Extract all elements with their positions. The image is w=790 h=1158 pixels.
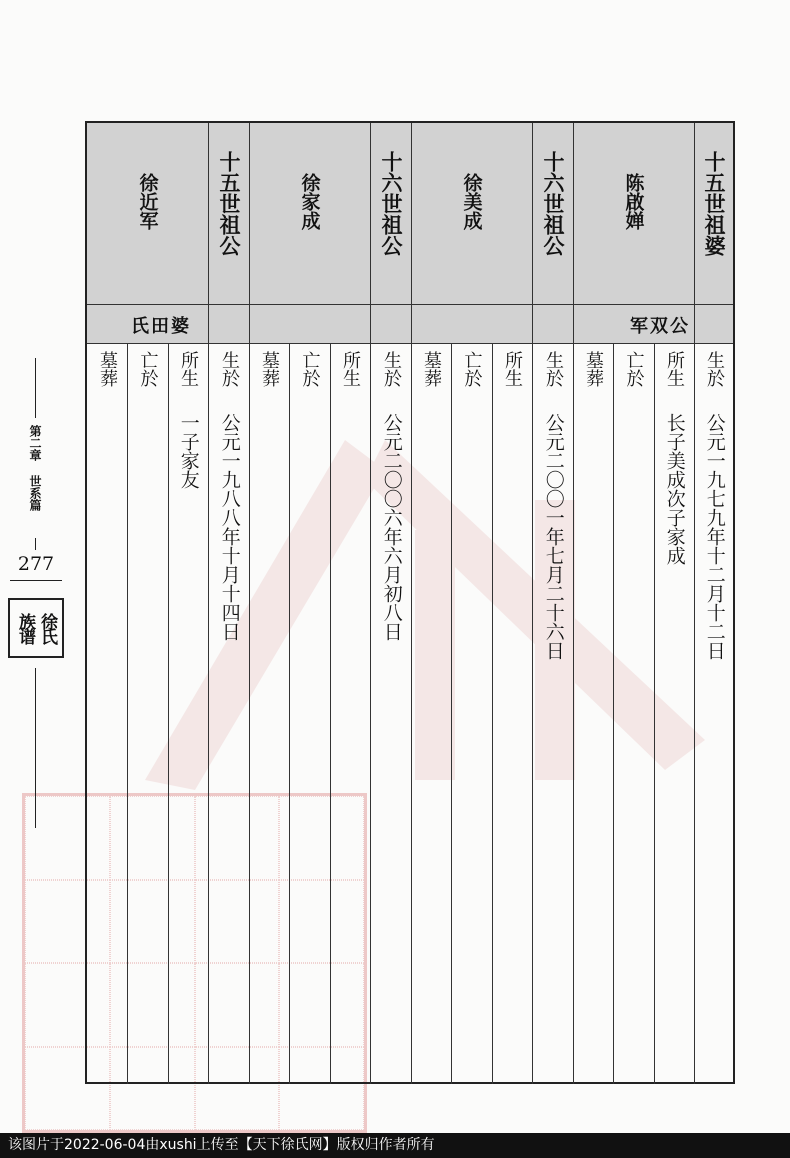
birth-date: 公元二〇〇一年七月二十六日 xyxy=(542,413,565,660)
row-label-born: 生於 xyxy=(543,351,564,387)
person-name: 陈啟婵 xyxy=(622,173,645,230)
person-name: 徐美成 xyxy=(460,173,483,230)
row-label-died: 亡於 xyxy=(137,351,159,387)
generation-label: 十六世祖公 xyxy=(541,151,565,256)
genealogy-table xyxy=(85,121,735,1084)
margin-rule xyxy=(35,668,36,828)
issue-value: 长子美成次子家成 xyxy=(663,413,686,565)
spouse-name: 军双公 xyxy=(630,316,690,337)
logo-text-2: 族谱 xyxy=(15,613,35,643)
person-name: 徐家成 xyxy=(298,173,321,230)
chapter-title: 第二章 世系篇 xyxy=(28,425,42,511)
upload-credit-footer: 该图片于2022-06-04由xushi上传至【天下徐氏网】版权归作者所有 xyxy=(0,1133,790,1158)
header-divider xyxy=(87,304,733,305)
birth-date: 公元一九八八年十月十四日 xyxy=(218,413,241,641)
row-label-issue: 所生 xyxy=(178,351,199,387)
header-bottom-line xyxy=(87,343,733,344)
generation-label: 十五世祖婆 xyxy=(702,151,726,256)
issue-value: 一子家友 xyxy=(177,413,200,489)
row-label-died: 亡於 xyxy=(623,351,645,387)
row-label-born: 生於 xyxy=(381,351,402,387)
row-label-buried: 墓葬 xyxy=(583,351,604,387)
logo-text-1: 徐氏 xyxy=(37,613,57,643)
row-label-died: 亡於 xyxy=(461,351,483,387)
generation-label: 十六世祖公 xyxy=(379,151,403,256)
row-label-issue: 所生 xyxy=(664,351,685,387)
genealogy-logo xyxy=(8,598,64,658)
row-label-buried: 墓葬 xyxy=(97,351,118,387)
row-label-born: 生於 xyxy=(219,351,240,387)
page-number-rule xyxy=(10,580,62,581)
generation-label: 十五世祖公 xyxy=(217,151,241,256)
row-label-buried: 墓葬 xyxy=(421,351,442,387)
margin-rule xyxy=(35,358,36,418)
margin-rule xyxy=(35,538,36,550)
page-number: 277 xyxy=(17,553,55,575)
row-label-died: 亡於 xyxy=(299,351,321,387)
birth-date: 公元二〇〇六年六月初八日 xyxy=(380,413,403,641)
person-name: 徐近军 xyxy=(136,173,159,230)
row-label-issue: 所生 xyxy=(340,351,361,387)
row-label-buried: 墓葬 xyxy=(259,351,280,387)
birth-date: 公元一九七九年十二月十二日 xyxy=(703,413,726,660)
row-label-born: 生於 xyxy=(704,351,725,387)
spouse-name: 氏田婆 xyxy=(131,316,191,337)
row-label-issue: 所生 xyxy=(502,351,523,387)
